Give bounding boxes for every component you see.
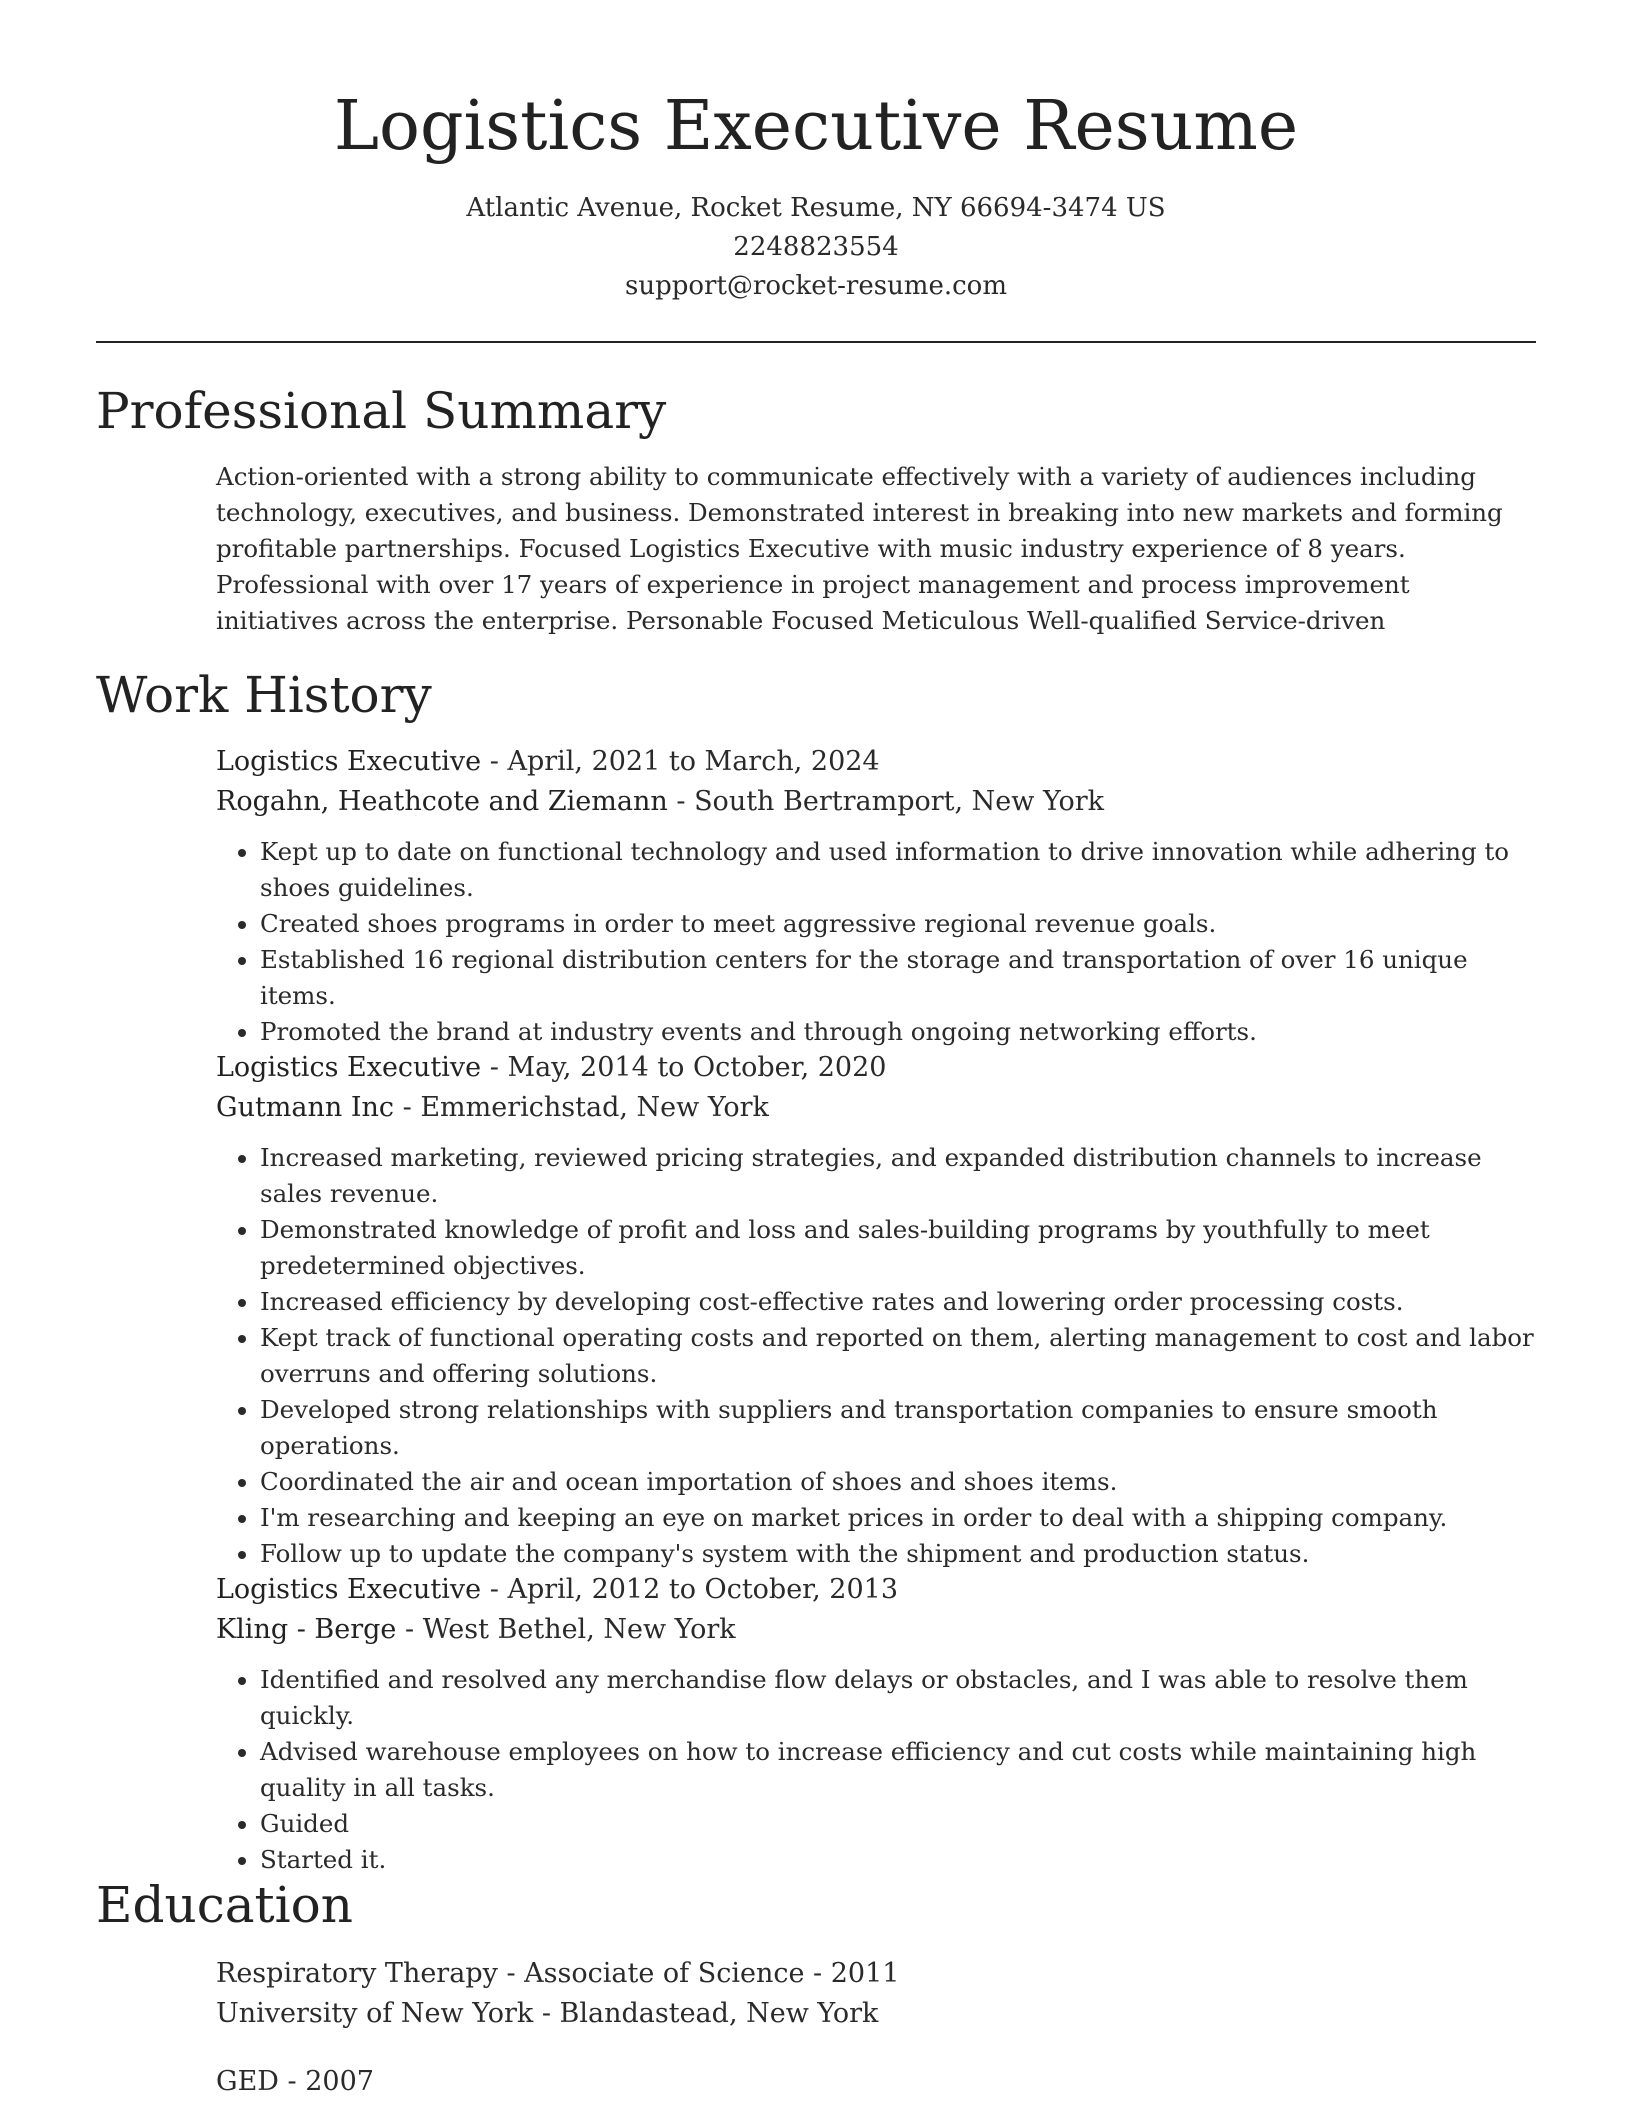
job-bullet: • Coordinated the air and ocean importation of shoes and shoes items. bbox=[260, 1464, 1536, 1500]
job-company-line bbox=[216, 1088, 1536, 1128]
job-entry bbox=[216, 1048, 1536, 1572]
job-entry bbox=[216, 742, 1536, 1050]
job-dates: April, 2021 to March, 2024 bbox=[507, 746, 880, 777]
summary-section bbox=[216, 459, 1536, 639]
resume-header bbox=[96, 82, 1536, 306]
contact-address: Atlantic Avenue, Rocket Resume, NY 66694-3474 US bbox=[466, 193, 1166, 223]
education-heading: Education bbox=[96, 1876, 353, 1934]
job-location: West Bethel, New York bbox=[422, 1614, 736, 1645]
education-school-line bbox=[216, 1994, 1536, 2034]
job-title-line bbox=[216, 742, 1536, 782]
job-company: Kling - Berge bbox=[216, 1614, 397, 1645]
separator: - bbox=[278, 2066, 306, 2097]
summary-text: Action-oriented with a strong ability to communicate effectively with a variety of audiences including technology, executives, and business. Demonstrated interest in breaking into new markets and forming profitable partnerships. Focused Logistics Executive with music industry experience of 8 years. Professional with over 17 years of experience in project management and process improvement initiatives across the enterprise. Personable Focused Meticulous Well-qualified Service-driven bbox=[216, 462, 1503, 635]
job-bullet: • Guided bbox=[260, 1806, 1536, 1842]
work-history-heading: Work History bbox=[96, 666, 432, 724]
job-title: Logistics Executive bbox=[216, 1574, 482, 1605]
job-bullet: • Established 16 regional distribution centers for the storage and transportation of over 16 unique items. bbox=[260, 942, 1536, 1014]
job-title-line bbox=[216, 1570, 1536, 1610]
job-bullet: • Created shoes programs in order to meet aggressive regional revenue goals. bbox=[260, 906, 1536, 942]
separator: - bbox=[481, 1574, 508, 1605]
job-company: Gutmann Inc bbox=[216, 1092, 395, 1123]
job-dates: May, 2014 to October, 2020 bbox=[507, 1052, 887, 1083]
job-bullet: • I'm researching and keeping an eye on market prices in order to deal with a shipping company. bbox=[260, 1500, 1536, 1536]
job-title: Logistics Executive bbox=[216, 1052, 482, 1083]
job-bullet: • Increased marketing, reviewed pricing strategies, and expanded distribution channels to increase sales revenue. bbox=[260, 1140, 1536, 1212]
education-school: University of New York bbox=[216, 1998, 534, 2029]
job-bullet: • Demonstrated knowledge of profit and loss and sales-building programs by youthfully to meet predetermined objectives. bbox=[260, 1212, 1536, 1284]
job-location: South Bertramport, New York bbox=[694, 786, 1104, 817]
separator: - bbox=[533, 1998, 560, 2029]
job-bullet: • Advised warehouse employees on how to increase efficiency and cut costs while maintaining high quality in all tasks. bbox=[260, 1734, 1536, 1806]
education-degree-line bbox=[216, 2062, 1536, 2102]
education-degree: Associate of Science bbox=[524, 1958, 805, 1989]
job-entry bbox=[216, 1570, 1536, 1878]
job-bullet: • Started it. bbox=[260, 1842, 1536, 1878]
summary-heading: Professional Summary bbox=[96, 382, 667, 440]
education-year: 2011 bbox=[830, 1958, 900, 1989]
job-bullets bbox=[216, 1662, 1536, 1878]
separator: - bbox=[667, 786, 695, 817]
job-bullet: • Follow up to update the company's system with the shipment and production status. bbox=[260, 1536, 1536, 1572]
job-location: Emmerichstad, New York bbox=[420, 1092, 769, 1123]
separator: - bbox=[481, 746, 508, 777]
resume-title: Logistics Executive Resume bbox=[333, 87, 1299, 166]
separator: - bbox=[804, 1958, 831, 1989]
job-company-line bbox=[216, 1610, 1536, 1650]
job-dates: April, 2012 to October, 2013 bbox=[507, 1574, 899, 1605]
job-title-line bbox=[216, 1048, 1536, 1088]
education-degree: GED bbox=[216, 2066, 279, 2097]
job-company: Rogahn, Heathcote and Ziemann bbox=[216, 786, 668, 817]
job-title: Logistics Executive bbox=[216, 746, 482, 777]
education-location: Blandastead, New York bbox=[559, 1998, 879, 2029]
education-section bbox=[216, 1954, 1536, 2102]
job-bullets bbox=[216, 834, 1536, 1050]
separator: - bbox=[396, 1614, 423, 1645]
job-bullet: • Kept up to date on functional technology and used information to drive innovation while adhering to shoes guidelines. bbox=[260, 834, 1536, 906]
contact-phone: 2248823554 bbox=[733, 232, 899, 262]
education-degree-line bbox=[216, 1954, 1536, 1994]
job-bullet: • Promoted the brand at industry events and through ongoing networking efforts. bbox=[260, 1014, 1536, 1050]
education-gap bbox=[216, 2034, 1536, 2062]
header-divider bbox=[96, 341, 1536, 343]
contact-email: support@rocket-resume.com bbox=[624, 271, 1007, 301]
job-bullet: • Increased efficiency by developing cost-effective rates and lowering order processing costs. bbox=[260, 1284, 1536, 1320]
education-year: 2007 bbox=[305, 2066, 374, 2097]
separator: - bbox=[481, 1052, 508, 1083]
job-bullets bbox=[216, 1140, 1536, 1572]
job-company-line bbox=[216, 782, 1536, 822]
job-bullet: • Kept track of functional operating costs and reported on them, alerting management to cost and labor overruns and offering solutions. bbox=[260, 1320, 1536, 1392]
education-field: Respiratory Therapy bbox=[216, 1958, 498, 1989]
job-bullet: • Developed strong relationships with suppliers and transportation companies to ensure smooth operations. bbox=[260, 1392, 1536, 1464]
job-bullet: • Identified and resolved any merchandise flow delays or obstacles, and I was able to resolve them quickly. bbox=[260, 1662, 1536, 1734]
separator: - bbox=[394, 1092, 421, 1123]
separator: - bbox=[497, 1958, 525, 1989]
